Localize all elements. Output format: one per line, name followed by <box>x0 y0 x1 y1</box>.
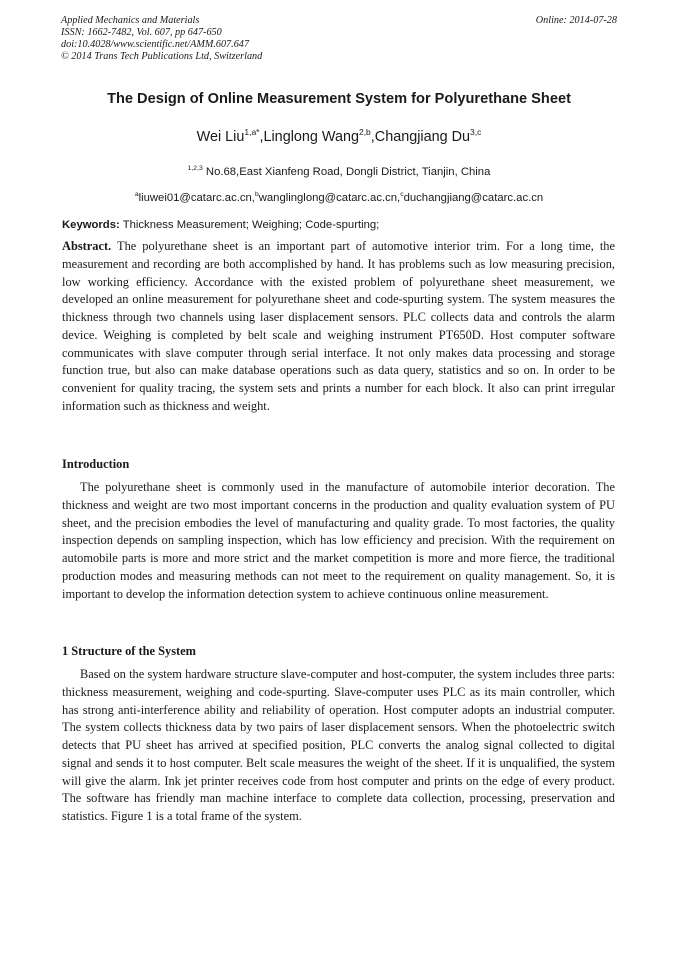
paper-title: The Design of Online Measurement System for Polyurethane Sheet <box>107 91 571 107</box>
publication-header <box>61 15 617 63</box>
issn-line: ISSN: 1662-7482, Vol. 607, pp 647-650 <box>61 27 222 39</box>
copyright-line: © 2014 Trans Tech Publications Ltd, Switzerland <box>61 51 263 63</box>
affiliation <box>0 166 678 178</box>
online-date: Online: 2014-07-28 <box>535 15 617 26</box>
journal-name: Applied Mechanics and Materials <box>61 15 200 26</box>
keywords <box>62 219 618 231</box>
abstract-text: The polyurethane sheet is an important part of automotive interior trim. For a long time, the measurement and recording are both accomplished by hand. It has problems such as low measuring precision, low working efficiency. Accordance with the existed problem of polyurethane sheet measurement, we developed an online measurement for polyurethane sheet and code-spurting system. The system measures the thickness through two channels using laser displacement sensors. PLC collects data and controls the alarm device. Weighing is completed by belt scale and weighing instrument PT650D. Host computer software communicates with slave computer through serial interface. It not only makes data processing and storage function true, but also can make database operations such as data query, statistics and so on. In order to be convenient for quality tracing, the system sets and prints a number for each block. It also can print irregular information such as thickness and weight. <box>62 239 615 413</box>
email-list <box>0 192 678 204</box>
author-list: Wei Liu$^{1,a*}$,Linglong Wang$^{2,b}$,Changjiang Du$^{3,c}$ <box>196 127 482 145</box>
section-1-heading: 1 Structure of the System <box>62 644 196 658</box>
doi-line[interactable]: doi:10.4028/www.scientific.net/AMM.607.647 <box>61 39 249 51</box>
email-superscript: b <box>254 191 259 198</box>
email-address[interactable]: wanglinglong@catarc.ac.cn, <box>258 192 401 204</box>
introduction-heading: Introduction <box>62 457 130 471</box>
section-1-text: Based on the system hardware structure slave-computer and host-computer, the system includes three parts: thickness measurement, weighing and code-spurting. Slave-computer uses PLC as its main controller, which has strong anti-interference ability and reliability of operation. Host computer adopts an industrial computer. The system collects thickness data by two pairs of laser displacement sensors. When the photoelectric switch detects that PU sheet has arrived at specified position, PLC converts the analog signal collected to digital signal and sends it to host computer. Belt scale measures the weight of the sheet. If it is unqualified, the system will give the alarm. Ink jet printer receives code from host computer and prints on the edge of every product. The software has friendly man machine interface to complete data collection, processing, preservation and statistics. Figure 1 is a total frame of the system. <box>62 667 615 823</box>
author-superscript: 3,c <box>470 127 482 137</box>
email-address[interactable]: liuwei01@catarc.ac.cn, <box>138 192 255 204</box>
author-superscript: 1,a* <box>244 127 260 137</box>
abstract-label: Abstract. <box>62 239 112 253</box>
abstract <box>62 238 615 416</box>
introduction-text: The polyurethane sheet is commonly used in the manufacture of automobile interior decoration. The thickness and weight are two most important concerns in the production and quality evaluation system of PU sheet, and the precision embodies the level of manufacturing and quality grade. To most factories, the quality inspection depends on sampling inspection, which has low efficiency and precision. With the requirement on automobile parts is more and more strict and the market competition is more and more fierce, the traditional production modes and measuring methods can not meet to the requirement on quality management. So, it is important to develop the information detection system to achieve continuous online measurement. <box>62 480 615 601</box>
email-superscript: c <box>400 191 404 198</box>
affiliation-superscript: 1,2,3 <box>187 165 203 172</box>
author-name: Wei Liu <box>196 129 245 145</box>
keywords-text: Thickness Measurement; Weighing; Code-spurting; <box>122 219 380 231</box>
email-superscript: a <box>134 191 139 198</box>
affiliation-text: No.68,East Xianfeng Road, Dongli District, Tianjin, China <box>205 166 491 178</box>
keywords-label: Keywords: <box>62 219 120 231</box>
author-superscript: 2,b <box>358 127 371 137</box>
author-name: Linglong Wang <box>263 129 359 145</box>
email-address[interactable]: duchangjiang@catarc.ac.cn <box>403 192 544 204</box>
author-name: Changjiang Du <box>374 129 471 145</box>
